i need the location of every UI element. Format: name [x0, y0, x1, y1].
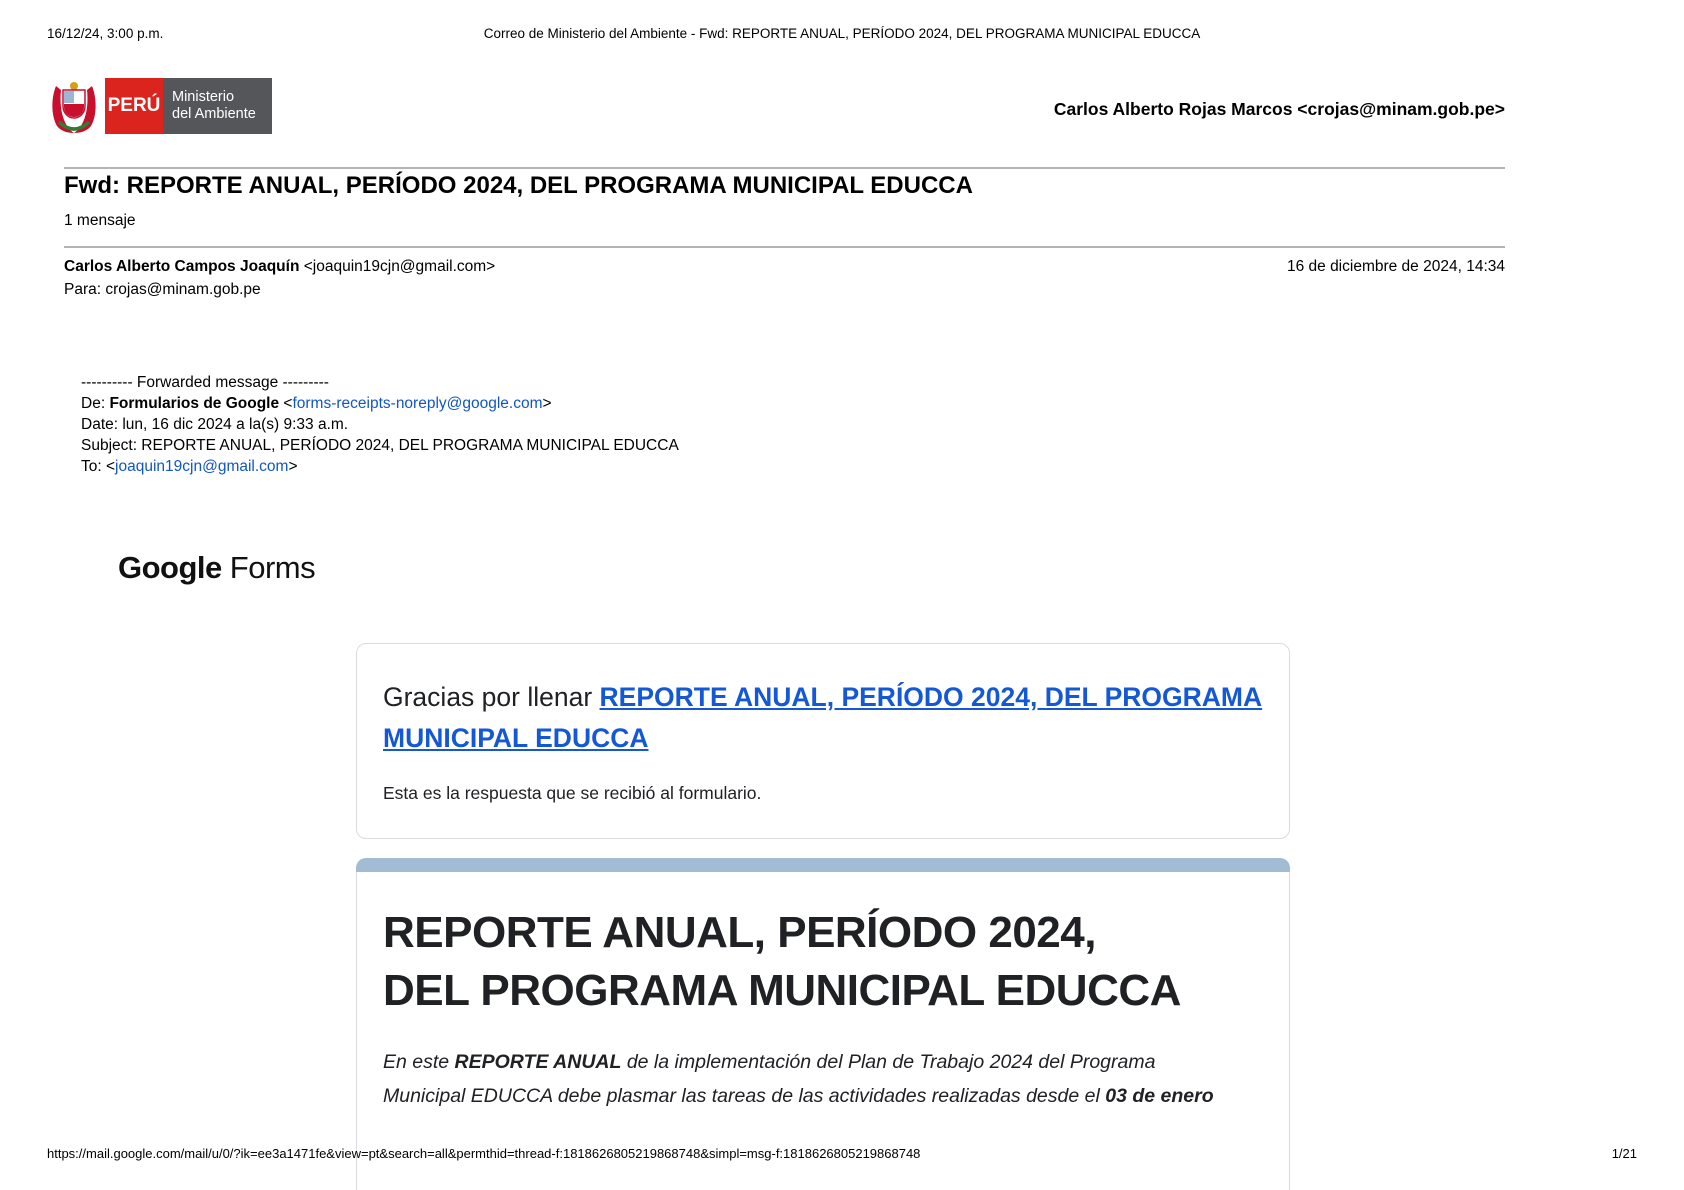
form-card-body	[356, 872, 1290, 1190]
desc-bold2: 03 de enero	[1105, 1084, 1214, 1107]
sender-email: <joaquin19cjn@gmail.com>	[299, 258, 496, 275]
forwarded-to-line	[81, 456, 679, 477]
form-title-link[interactable]: REPORTE ANUAL, PERÍODO 2024, DEL PROGRAMA MUNICIPAL EDUCCA	[383, 682, 1263, 753]
thanks-card	[356, 643, 1290, 839]
forwarded-from-email-link[interactable]: forms-receipts-noreply@google.com	[292, 395, 543, 412]
peru-label-text: PERÚ	[107, 95, 161, 116]
ministry-line2: del Ambiente	[172, 106, 256, 122]
divider-message	[64, 246, 1505, 248]
forwarded-header-block	[81, 372, 679, 477]
form-card-header-bar	[356, 858, 1290, 872]
print-document-title: Correo de Ministerio del Ambiente - Fwd: REPORTE ANUAL, PERÍODO 2024, DEL PROGRAMA MUNICIPAL EDUCCA	[483, 26, 1201, 41]
forms-wordmark: Forms	[229, 550, 316, 585]
form-response-card	[356, 858, 1290, 1190]
form-card-title-line1: REPORTE ANUAL, PERÍODO 2024,	[383, 908, 1096, 957]
forwarded-from-gt: >	[542, 395, 552, 412]
form-card-title	[383, 904, 1263, 1020]
peru-coat-of-arms-icon	[48, 78, 100, 134]
thanks-card-prefix: Gracias por llenar	[383, 682, 600, 712]
forwarded-to-email-link[interactable]: joaquin19cjn@gmail.com	[115, 458, 289, 475]
peru-label	[105, 78, 163, 134]
print-footer-url: https://mail.google.com/mail/u/0/?ik=ee3a1471fe&view=pt&search=all&permthid=thread-f:1818626805219868748&simpl=msg-f:1818626805219868748	[47, 1146, 921, 1161]
ministry-line1: Ministerio	[172, 89, 235, 105]
recipient-line: Para: crojas@minam.gob.pe	[64, 281, 261, 298]
print-page-number: 1/21	[1611, 1146, 1637, 1161]
google-wordmark: Google	[118, 550, 222, 585]
divider-top	[64, 167, 1505, 169]
sender-name: Carlos Alberto Campos Joaquín	[64, 258, 300, 275]
ministry-label	[163, 78, 272, 134]
sender-identity	[64, 258, 495, 276]
minam-logo	[48, 78, 272, 134]
forwarded-to-label: To: <	[81, 458, 116, 475]
thanks-card-body: Esta es la respuesta que se recibió al formulario.	[383, 783, 762, 803]
account-owner: Carlos Alberto Rojas Marcos <crojas@minam.gob.pe>	[1053, 99, 1505, 119]
google-forms-logo	[118, 550, 315, 586]
message-count: 1 mensaje	[64, 212, 136, 229]
forwarded-separator: ---------- Forwarded message ---------	[81, 374, 329, 391]
forwarded-date-line: Date: lun, 16 dic 2024 a la(s) 9:33 a.m.	[81, 416, 349, 433]
message-date: 16 de diciembre de 2024, 14:34	[1286, 258, 1505, 275]
print-timestamp: 16/12/24, 3:00 p.m.	[47, 26, 164, 41]
desc-bold1: REPORTE ANUAL	[454, 1051, 622, 1073]
desc-part1: En este	[383, 1051, 455, 1073]
form-card-title-line2: DEL PROGRAMA MUNICIPAL EDUCCA	[383, 966, 1181, 1015]
forwarded-to-suffix: >	[288, 458, 298, 475]
forwarded-subject-line: Subject: REPORTE ANUAL, PERÍODO 2024, DEL PROGRAMA MUNICIPAL EDUCCA	[81, 437, 679, 454]
forwarded-from-label: De:	[81, 395, 110, 412]
form-card-description	[383, 1046, 1223, 1113]
thread-subject: Fwd: REPORTE ANUAL, PERÍODO 2024, DEL PROGRAMA MUNICIPAL EDUCCA	[64, 172, 973, 199]
forwarded-from-name: Formularios de Google	[109, 395, 280, 412]
desc-part2: de la implementación del Plan de Trabajo 2024 del Programa Municipal EDUCCA debe plasmar las tareas de las actividades realizadas desde el	[383, 1051, 1156, 1107]
forwarded-from-line	[81, 393, 679, 414]
forwarded-from-lt: <	[279, 395, 293, 412]
sender-row	[64, 258, 1505, 276]
thanks-card-title	[383, 677, 1263, 759]
